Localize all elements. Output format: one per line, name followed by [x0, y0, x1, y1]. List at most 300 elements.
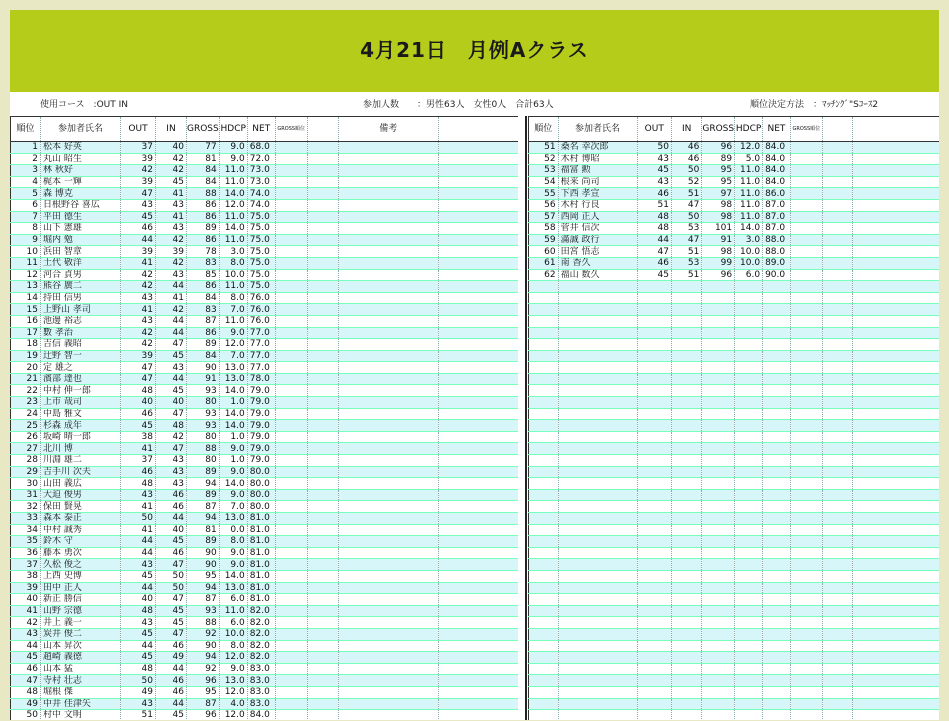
- table-cell: [637, 292, 671, 304]
- table-cell: 3.0: [219, 246, 247, 258]
- table-cell: 北川 博: [41, 443, 121, 455]
- table-cell: [702, 489, 735, 501]
- table-cell: 86.0: [763, 188, 791, 200]
- table-cell: [275, 536, 307, 548]
- table-cell: [338, 350, 438, 362]
- table-cell: [529, 698, 559, 710]
- table-cell: 98: [702, 211, 735, 223]
- table-cell: [338, 536, 438, 548]
- table-cell: 藤本 勇次: [41, 547, 121, 559]
- table-cell: [307, 710, 338, 720]
- table-cell: [822, 211, 852, 223]
- table-cell: 39: [11, 582, 41, 594]
- table-cell: 50: [156, 570, 187, 582]
- table-cell: [438, 536, 518, 548]
- table-cell: [558, 420, 637, 432]
- table-cell: [852, 292, 939, 304]
- table-cell: 14.0: [219, 385, 247, 397]
- table-cell: [529, 397, 559, 409]
- table-cell: 92: [187, 628, 220, 640]
- table-cell: [338, 455, 438, 467]
- table-cell: [671, 640, 701, 652]
- table-row: [529, 234, 940, 246]
- table-cell: 10: [11, 246, 41, 258]
- table-cell: [702, 663, 735, 675]
- header-row: [529, 117, 940, 142]
- table-cell: [822, 431, 852, 443]
- table-cell: 54: [529, 176, 559, 188]
- table-row: [11, 165, 519, 177]
- table-cell: [671, 478, 701, 490]
- table-cell: 45: [156, 710, 187, 720]
- table-cell: [822, 397, 852, 409]
- table-cell: 大迫 俊男: [41, 489, 121, 501]
- table-cell: [637, 501, 671, 513]
- table-cell: [438, 570, 518, 582]
- table-cell: 84.0: [763, 142, 791, 154]
- table-cell: 土代 敬洋: [41, 257, 121, 269]
- table-cell: 77.0: [247, 327, 275, 339]
- table-cell: 42: [156, 153, 187, 165]
- table-cell: 17: [11, 327, 41, 339]
- table-cell: [702, 710, 735, 720]
- table-cell: 44: [156, 513, 187, 525]
- table-cell: [307, 385, 338, 397]
- table-row: [11, 640, 519, 652]
- table-row: [529, 385, 940, 397]
- table-cell: [307, 617, 338, 629]
- table-cell: [822, 559, 852, 571]
- table-cell: 98: [702, 246, 735, 258]
- table-cell: [852, 524, 939, 536]
- table-cell: [852, 350, 939, 362]
- table-row: [11, 524, 519, 536]
- table-cell: [338, 362, 438, 374]
- table-cell: [558, 675, 637, 687]
- table-cell: [338, 710, 438, 720]
- table-cell: [529, 281, 559, 293]
- table-cell: 44: [156, 663, 187, 675]
- table-cell: [529, 350, 559, 362]
- table-cell: 46: [156, 547, 187, 559]
- table-cell: 83.0: [247, 698, 275, 710]
- table-cell: [338, 652, 438, 664]
- table-cell: [790, 385, 822, 397]
- table-cell: [671, 385, 701, 397]
- table-cell: 56: [529, 199, 559, 211]
- table-cell: 89: [187, 489, 220, 501]
- table-cell: 39: [121, 350, 156, 362]
- table-cell: [735, 408, 763, 420]
- table-cell: [438, 420, 518, 432]
- table-row: [529, 489, 940, 501]
- table-cell: [852, 327, 939, 339]
- table-cell: [671, 362, 701, 374]
- table-cell: 51: [671, 246, 701, 258]
- table-cell: [822, 315, 852, 327]
- table-cell: 48: [121, 663, 156, 675]
- column-header: 順位: [11, 117, 41, 142]
- table-cell: 46: [156, 489, 187, 501]
- table-cell: [852, 269, 939, 281]
- table-cell: [275, 617, 307, 629]
- table-cell: [822, 362, 852, 374]
- table-row: [11, 362, 519, 374]
- table-cell: [338, 408, 438, 420]
- table-cell: [529, 686, 559, 698]
- table-cell: [852, 686, 939, 698]
- table-cell: 46: [637, 188, 671, 200]
- table-cell: 74.0: [247, 188, 275, 200]
- table-cell: 44: [637, 234, 671, 246]
- table-cell: [529, 339, 559, 351]
- column-header: 順位: [529, 117, 559, 142]
- table-cell: 川淵 雄二: [41, 455, 121, 467]
- table-cell: 62: [529, 269, 559, 281]
- table-cell: [671, 281, 701, 293]
- table-cell: 53: [671, 223, 701, 235]
- table-cell: 47: [121, 362, 156, 374]
- table-cell: [702, 292, 735, 304]
- table-cell: [637, 652, 671, 664]
- table-cell: [763, 675, 791, 687]
- table-cell: [763, 536, 791, 548]
- table-cell: [307, 142, 338, 154]
- table-cell: [307, 153, 338, 165]
- table-cell: [529, 408, 559, 420]
- table-cell: [735, 524, 763, 536]
- table-cell: 81: [187, 524, 220, 536]
- table-cell: 48: [156, 420, 187, 432]
- table-row: [11, 373, 519, 385]
- table-cell: 2: [11, 153, 41, 165]
- table-cell: 7.0: [219, 501, 247, 513]
- table-cell: 10.0: [735, 246, 763, 258]
- table-cell: [790, 397, 822, 409]
- table-cell: [438, 292, 518, 304]
- table-cell: 下西 孝宣: [558, 188, 637, 200]
- table-cell: 46: [671, 142, 701, 154]
- table-cell: 43: [156, 362, 187, 374]
- table-cell: 79.0: [247, 385, 275, 397]
- table-cell: [790, 350, 822, 362]
- table-cell: [637, 315, 671, 327]
- table-cell: 12.0: [219, 710, 247, 720]
- table-cell: 7.0: [219, 304, 247, 316]
- table-row: [529, 246, 940, 258]
- table-cell: 39: [121, 153, 156, 165]
- table-cell: 久松 俊之: [41, 559, 121, 571]
- column-header: GROSS: [702, 117, 735, 142]
- table-cell: [558, 455, 637, 467]
- table-cell: [529, 524, 559, 536]
- table-cell: [338, 570, 438, 582]
- table-cell: 43: [121, 559, 156, 571]
- table-cell: [822, 640, 852, 652]
- table-cell: [637, 420, 671, 432]
- table-cell: 42: [11, 617, 41, 629]
- table-cell: [637, 281, 671, 293]
- table-cell: 79.0: [247, 431, 275, 443]
- table-row: [11, 466, 519, 478]
- table-cell: [790, 315, 822, 327]
- table-cell: [438, 582, 518, 594]
- table-cell: [558, 408, 637, 420]
- table-cell: 47: [671, 199, 701, 211]
- table-cell: [763, 443, 791, 455]
- table-cell: [671, 524, 701, 536]
- table-cell: [338, 223, 438, 235]
- table-cell: [702, 501, 735, 513]
- table-cell: [763, 478, 791, 490]
- table-cell: [735, 327, 763, 339]
- table-row: [529, 350, 940, 362]
- table-row: [529, 153, 940, 165]
- table-cell: 11.0: [735, 211, 763, 223]
- table-cell: [822, 524, 852, 536]
- table-cell: 12.0: [219, 339, 247, 351]
- table-cell: 松本 好英: [41, 142, 121, 154]
- table-row: [11, 675, 519, 687]
- table-cell: 13.0: [219, 373, 247, 385]
- table-cell: 45: [121, 420, 156, 432]
- table-cell: [763, 652, 791, 664]
- table-cell: [790, 373, 822, 385]
- table-cell: [671, 686, 701, 698]
- table-cell: [307, 501, 338, 513]
- table-cell: [852, 663, 939, 675]
- table-row: [529, 142, 940, 154]
- column-header: HDCP: [219, 117, 247, 142]
- table-cell: 吉信 義昭: [41, 339, 121, 351]
- table-cell: [852, 698, 939, 710]
- table-row: [529, 536, 940, 548]
- table-cell: 52: [529, 153, 559, 165]
- table-row: [529, 594, 940, 606]
- table-cell: 88: [187, 617, 220, 629]
- table-cell: 山下 憲雄: [41, 223, 121, 235]
- header-row: [11, 117, 519, 142]
- table-cell: [822, 408, 852, 420]
- table-cell: [735, 652, 763, 664]
- table-cell: [438, 466, 518, 478]
- table-cell: [790, 327, 822, 339]
- table-cell: [735, 559, 763, 571]
- table-cell: [763, 431, 791, 443]
- table-cell: [702, 686, 735, 698]
- table-cell: 趙崎 義徳: [41, 652, 121, 664]
- table-row: [529, 199, 940, 211]
- column-header: [852, 117, 939, 142]
- table-cell: [671, 466, 701, 478]
- table-cell: 76.0: [247, 304, 275, 316]
- table-cell: [338, 686, 438, 698]
- table-cell: [275, 350, 307, 362]
- table-cell: [671, 559, 701, 571]
- table-cell: [529, 420, 559, 432]
- table-cell: 43: [637, 176, 671, 188]
- table-cell: 79.0: [247, 443, 275, 455]
- table-cell: [702, 466, 735, 478]
- table-cell: 90: [187, 362, 220, 374]
- table-cell: [338, 188, 438, 200]
- table-cell: 75.0: [247, 223, 275, 235]
- table-cell: 77.0: [247, 339, 275, 351]
- table-cell: 11.0: [219, 234, 247, 246]
- column-header: OUT: [637, 117, 671, 142]
- table-cell: [822, 165, 852, 177]
- table-cell: 福山 数久: [558, 269, 637, 281]
- table-cell: 43: [637, 153, 671, 165]
- table-cell: [558, 536, 637, 548]
- table-row: [529, 408, 940, 420]
- table-cell: [671, 455, 701, 467]
- table-cell: 40: [156, 524, 187, 536]
- table-cell: [763, 420, 791, 432]
- table-row: [529, 315, 940, 327]
- table-row: [11, 304, 519, 316]
- table-cell: [558, 547, 637, 559]
- table-cell: 40: [156, 397, 187, 409]
- table-cell: 14: [11, 292, 41, 304]
- table-cell: 47: [156, 443, 187, 455]
- table-cell: [735, 547, 763, 559]
- table-cell: 84.0: [247, 710, 275, 720]
- table-cell: 44: [121, 536, 156, 548]
- table-cell: [671, 350, 701, 362]
- table-cell: [438, 211, 518, 223]
- table-cell: 山本 猛: [41, 663, 121, 675]
- table-cell: [790, 628, 822, 640]
- table-cell: [790, 431, 822, 443]
- table-cell: [307, 176, 338, 188]
- table-cell: 9.0: [219, 142, 247, 154]
- table-cell: [852, 431, 939, 443]
- table-cell: 44: [156, 373, 187, 385]
- table-cell: [307, 628, 338, 640]
- table-row: [11, 350, 519, 362]
- table-cell: [763, 304, 791, 316]
- table-cell: 46: [121, 408, 156, 420]
- table-cell: [307, 594, 338, 606]
- table-cell: [702, 605, 735, 617]
- table-cell: [763, 397, 791, 409]
- table-cell: [852, 466, 939, 478]
- table-cell: [702, 698, 735, 710]
- table-cell: 41: [11, 605, 41, 617]
- table-cell: [275, 223, 307, 235]
- course-used-label: 使用コース :OUT IN: [40, 100, 128, 110]
- table-cell: [790, 153, 822, 165]
- table-row: [529, 165, 940, 177]
- table-cell: 95: [187, 686, 220, 698]
- table-cell: [558, 350, 637, 362]
- table-cell: 13: [11, 281, 41, 293]
- table-cell: 34: [11, 524, 41, 536]
- table-cell: [275, 582, 307, 594]
- table-cell: 23: [11, 397, 41, 409]
- table-cell: [852, 570, 939, 582]
- table-cell: [558, 710, 637, 720]
- table-cell: [637, 547, 671, 559]
- table-cell: [438, 315, 518, 327]
- table-cell: 80.0: [247, 466, 275, 478]
- table-cell: [338, 431, 438, 443]
- table-cell: [558, 663, 637, 675]
- table-cell: 9.0: [219, 547, 247, 559]
- table-row: [11, 628, 519, 640]
- table-cell: 47: [156, 594, 187, 606]
- spreadsheet: [10, 10, 939, 720]
- table-cell: 10.0: [219, 269, 247, 281]
- table-cell: 43: [121, 199, 156, 211]
- table-cell: 59: [529, 234, 559, 246]
- table-cell: [307, 350, 338, 362]
- table-cell: 47: [11, 675, 41, 687]
- table-cell: 9.0: [219, 153, 247, 165]
- table-cell: 42: [156, 304, 187, 316]
- table-cell: [529, 536, 559, 548]
- table-cell: [275, 281, 307, 293]
- table-cell: 92: [187, 663, 220, 675]
- table-cell: [852, 199, 939, 211]
- table-cell: [822, 246, 852, 258]
- column-header: [307, 117, 338, 142]
- table-cell: [790, 142, 822, 154]
- table-cell: [438, 397, 518, 409]
- table-cell: [558, 373, 637, 385]
- table-cell: 浜田 智章: [41, 246, 121, 258]
- table-cell: 88: [187, 188, 220, 200]
- table-cell: [338, 513, 438, 525]
- table-cell: [558, 292, 637, 304]
- table-row: [529, 686, 940, 698]
- table-cell: [637, 362, 671, 374]
- table-cell: [529, 315, 559, 327]
- table-cell: 11: [11, 257, 41, 269]
- table-cell: [763, 710, 791, 720]
- table-cell: 50: [121, 675, 156, 687]
- table-cell: [438, 257, 518, 269]
- table-cell: 90: [187, 559, 220, 571]
- table-cell: 41: [121, 257, 156, 269]
- table-cell: [529, 582, 559, 594]
- table-cell: 86: [187, 327, 220, 339]
- results-table-right: [528, 116, 939, 720]
- table-cell: 41: [156, 211, 187, 223]
- table-cell: [790, 292, 822, 304]
- table-cell: [438, 501, 518, 513]
- table-cell: 河合 貞男: [41, 269, 121, 281]
- table-cell: [702, 362, 735, 374]
- table-cell: 58: [529, 223, 559, 235]
- table-cell: [438, 269, 518, 281]
- table-cell: [763, 385, 791, 397]
- table-cell: [275, 663, 307, 675]
- table-cell: 中村 伸一郎: [41, 385, 121, 397]
- table-cell: [637, 408, 671, 420]
- table-cell: 41: [121, 304, 156, 316]
- table-cell: [637, 339, 671, 351]
- table-cell: [822, 234, 852, 246]
- table-cell: 46: [156, 501, 187, 513]
- table-cell: 73.0: [247, 165, 275, 177]
- table-row: [11, 315, 519, 327]
- table-cell: [671, 594, 701, 606]
- table-cell: 8.0: [219, 640, 247, 652]
- table-cell: 42: [121, 327, 156, 339]
- table-cell: 1.0: [219, 431, 247, 443]
